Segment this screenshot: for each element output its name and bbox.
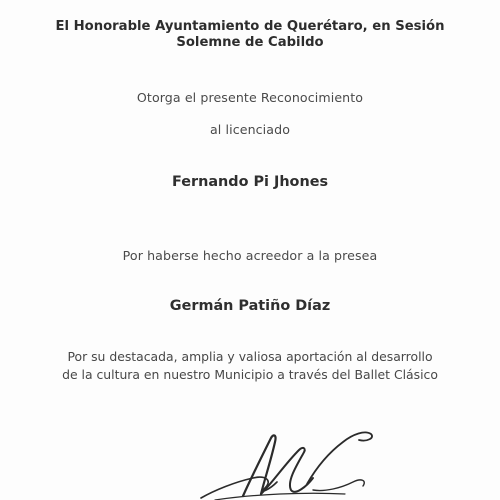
signature-stroke (313, 480, 364, 491)
recipient-title: al licenciado (209, 122, 290, 137)
award-name: Germán Patiño Díaz (169, 298, 331, 314)
issuer-heading-line2: Solemne de Cabildo (176, 35, 324, 50)
description-line1: Por su destacada, amplia y valiosa aportación al desarrollo (67, 349, 433, 364)
signature-stroke (307, 432, 372, 484)
signature-stroke (215, 493, 345, 500)
recipient-name: Fernando Pi Jhones (171, 174, 329, 190)
description-line2: de la cultura en nuestro Municipio a través del Ballet Clásico (62, 367, 438, 382)
award-reason: Por haberse hecho acreedor a la presea (122, 248, 378, 263)
handwritten-signature (195, 420, 415, 500)
grant-statement: Otorga el presente Reconocimiento (136, 90, 364, 105)
issuer-heading-line1: El Honorable Ayuntamiento de Querétaro, en Sesión (55, 19, 445, 34)
signature-stroke (261, 448, 313, 494)
